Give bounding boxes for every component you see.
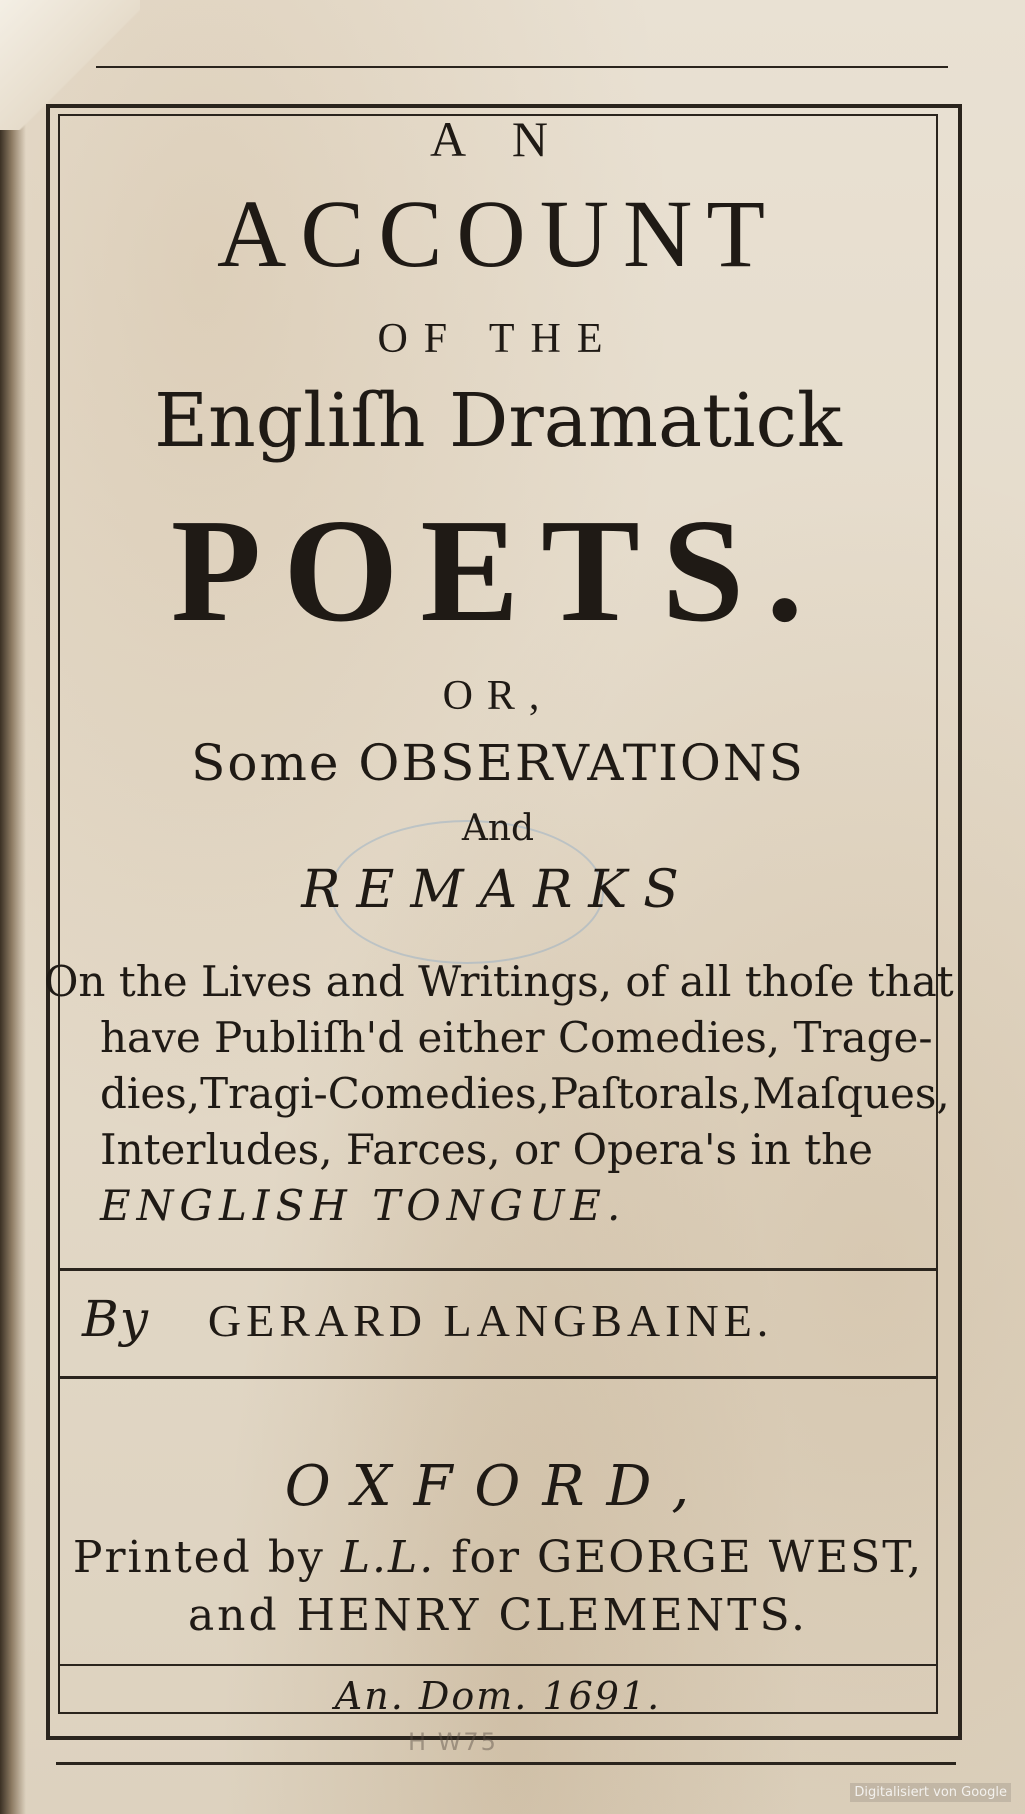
imprint-printer-initials: L.L. <box>340 1532 436 1583</box>
top-rule <box>96 66 948 68</box>
handwritten-shelfmark: H W75 <box>408 1728 498 1756</box>
title-word-poets: POETS. <box>170 489 826 653</box>
subtitle-and: And <box>461 808 535 849</box>
description-line: have Publiſh'd either Comedies, Trage- <box>100 1013 933 1062</box>
author-line <box>82 1290 942 1348</box>
imprint-place: OXFORD, <box>284 1454 712 1519</box>
description-line: dies,Tragi-Comedies,Paſtorals,Maſques, <box>100 1069 950 1118</box>
imprint-date: An. Dom. 1691. <box>334 1674 662 1718</box>
subtitle-or: OR, <box>442 673 554 719</box>
author-by: By <box>82 1290 149 1348</box>
description-line: Interludes, Farces, or Opera's in the <box>100 1125 874 1174</box>
description-paragraph <box>44 954 954 1234</box>
divider-rule <box>58 1664 938 1666</box>
bottom-rule <box>56 1762 956 1765</box>
divider-rule <box>58 1376 938 1379</box>
title-word-account: ACCOUNT <box>216 180 779 287</box>
subtitle-remarks: REMARKS <box>301 860 695 920</box>
subtitle-observations: Some OBSERVATIONS <box>191 734 805 792</box>
divider-rule <box>58 1268 938 1271</box>
title-word-an: A N <box>430 111 566 167</box>
title-english-dramatick: Engliſh Dramatick <box>154 378 842 464</box>
imprint-printed-by: Printed by <box>72 1532 341 1583</box>
author-name: GERARD LANGBAINE. <box>207 1295 774 1346</box>
title-word-of-the: OF THE <box>377 316 619 362</box>
description-line: ENGLISH TONGUE. <box>100 1181 627 1230</box>
imprint-printer-line <box>58 1532 938 1583</box>
imprint-booksellers-line: and HENRY CLEMENTS. <box>187 1590 809 1641</box>
description-line: On the Lives and Writings, of all thoſe that <box>44 957 954 1006</box>
digitization-watermark: Digitalisiert von Google <box>850 1783 1011 1802</box>
imprint-for-george-west: for GEORGE WEST, <box>435 1532 924 1583</box>
binding-shadow <box>0 0 26 1814</box>
